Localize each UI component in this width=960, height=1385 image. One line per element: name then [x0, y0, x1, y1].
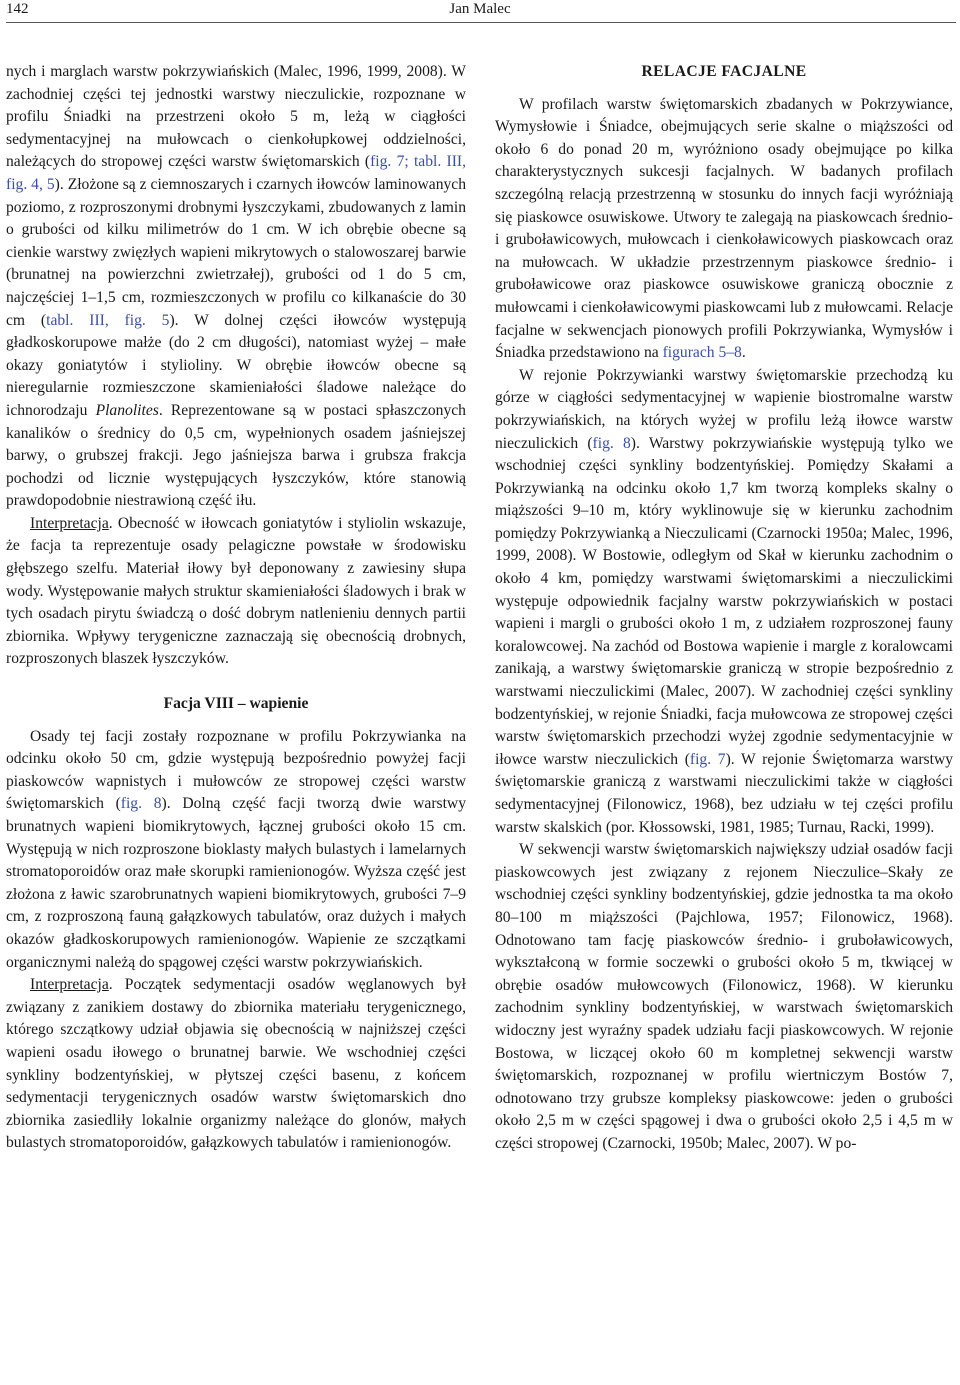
- left-column: [6, 61, 466, 1155]
- text-run: . Początek sedymentacji osadów węglanowych był związany z zanikiem dostawy do zbiornika materiału terygenicznego, którego szczątkowy udział objawia się obecnością w najniższej części wapieni osadu iłowego o brunatnej barwie. We wschodniej części synkliny bodzentyńskiej, w płytszej części basenu, z końcem sedymentacji terygenicznych osadów warstw świętomarskich dno zbiornika zasiedliły lokalnie organizmy należące do glonów, małych bulastych stromatoporoidów, gałązkowych tabulatów i ramienionogów.: [6, 976, 466, 1152]
- figure-reference-link[interactable]: fig. 8: [592, 434, 631, 452]
- text-run: . Obecność w iłowcach goniatytów i styliolin wskazuje, że facja ta reprezentuje osady pelagiczne powstałe w środowisku głębszego szelfu. Materiał iłowy był deponowany z zawiesiny słupa wody. Występowanie małych struktur skamieniałości śladowych i brak w tych osadach pirytu świadczą o dość dobrym natlenieniu dennych partii zbiornika. Wpływy terygeniczne zaznaczają się obecnością drobnych, rozproszonych blaszek łyszczyków.: [6, 514, 466, 668]
- taxon-name: Planolites: [95, 401, 159, 419]
- paragraph-facja-viii: [6, 726, 466, 975]
- section-heading-facja-viii: Facja VIII – wapienie: [163, 695, 309, 713]
- figure-reference-link[interactable]: fig. 7: [689, 750, 726, 768]
- running-author: Jan Malec: [449, 1, 511, 17]
- spacer: [6, 716, 466, 726]
- section-heading-relacje: RELACJE FACJALNE: [641, 63, 807, 80]
- text-run: ). Złożone są z ciemnoszarych i czarnych iłowców laminowanych poziomo, z rozproszonymi drobnymi łyszczykami, zbudowanych z lamin o grubości od kilku milimetrów do 1 cm. W ich obrębie obecne są cienkie warstwy zwięzłych wapieni mikrytowych o stalowoszarej barwie (brunatnej na powierzchni zwietrzałej), grubości od 1 do 5 cm, najczęściej 1–1,5 cm, rozmieszczonych w profilu co kilkanaście do 30 cm (: [6, 175, 467, 329]
- text-run: ). Warstwy pokrzywiańskie występują tylko we wschodniej części synkliny bodzentyńskiej. Pomiędzy Skałami a Pokrzywianką na odcinku około 1,7 km tworzą kompleks skalny o miąższości 9–10 m, który wyklinowuje się w kierunku zachodnim pomiędzy Pokrzywianką a Nieczulicami (Czarnocki 1950a; Malec, 1996, 1999, 2008). W Bostowie, odległym od Skał w kierunku zachodnim o około 4 km, pomiędzy warstwami świętomarskimi a nieczulickimi występuje odpowiednik facjalny warstw pokrzywiańskich w postaci wapieni i margli o grubości około 1 m, z udziałem rozproszonej fauny koralowcowej. Na zachód od Bostowa wapienie i margle z koralowcami zanikają, a warstwy świętomarskie graniczą w stropie bezpośrednio z warstwami nieczulickimi (Malec, 2007). W zachodniej części synkliny bodzentyńskiej, w rejonie Śniadki, facja mułowcowa ze stropowej części warstw świętomarskich przechodzi wyżej zgodnie sedymentacyjnie w iłowce warstw nieczulickich (: [495, 434, 953, 768]
- text-run: ). Dolną część facji tworzą dwie warstwy brunatnych wapieni biomikrytowych, łącznej grubości około 15 cm. Występują w nich rozproszone bioklasty małych bulastych i lamelarnych stromatoporoidów oraz małe skorupki ramienionogów. Wyższa część jest złożona z ławic szarobrunatnych wapieni biomikrytowych, grubości 7–9 cm, z rozproszoną fauną gałązkowych tabulatów, oraz dużych i małych okazów gładkoskorupowych ramienionogów. Wapienie ze szczątkami organicznymi należą do spągowej części warstw pokrzywiańskich.: [6, 795, 466, 971]
- paragraph-relacje-1: [495, 94, 953, 365]
- paragraph-relacje-2: [495, 365, 953, 839]
- running-header: [0, 0, 960, 22]
- figure-reference-link[interactable]: tabl. III, fig. 5: [46, 311, 170, 329]
- text-run: W rejonie Pokrzywianki warstwy świętomarskie przechodzą ku górze w ciągłości sedymentacyjnej w wapienie biostromalne warstw pokrzywiańskich, na których wyżej w profilu leżą iłowce warstw nieczulickich (: [495, 366, 953, 452]
- figure-reference-link[interactable]: fig. 8: [120, 795, 162, 813]
- text-run: Osady tej facji zostały rozpoznane w profilu Pokrzywianka na odcinku około 50 cm, gdzie występują bezpośrednio powyżej facji piaskowców wapnistych i mułowców ze stropowej części warstw świętomarskich (: [6, 727, 466, 813]
- paragraph-nieczulickie: [6, 61, 466, 513]
- header-rule: [6, 22, 956, 23]
- figure-reference-link[interactable]: fig. 7; tabl. III, fig. 4, 5: [6, 153, 466, 193]
- spacer: [495, 84, 953, 94]
- figure-reference-link[interactable]: figurach 5–8: [662, 344, 742, 362]
- spacer: [6, 671, 466, 693]
- interpretation-label: Interpretacja: [30, 514, 109, 532]
- text-run: nych i marglach warstw pokrzywiańskich (Malec, 1996, 1999, 2008). W zachodniej części tej jednostki warstwy nieczulickie, rozpoznane w profilu Śniadki na przestrzeni około 5 m, leżą w ciągłości sedymentacyjnej na mułowcach o cienkołupkowej oddzielności, należących do stropowej części warstw świętomarskich (: [6, 63, 466, 171]
- paragraph-interpretation-1: [6, 513, 466, 671]
- text-run: W profilach warstw świętomarskich zbadanych w Pokrzywiance, Wymysłowie i Śniadce, obejmujących serie skalne o miąższości od około 6 do ponad 20 m, wyróżniono osady obejmujące po kilka charakterystycznych sukcesji facjalnych. W badanych profilach szczególną relacją przestrzenną w stosunku do innych facji wyróżniają się piaskowce osuwiskowe. Utwory te zalegają na piaskowcach średnio- i gruboławicowych, mułowcach i cienkoławicowych piaskowcach oraz na mułowcach. W układzie przestrzennym piaskowce średnio- i gruboławicowe oraz piaskowce osuwiskowe graniczą obocznie z mułowcami i cienkoławicowymi piaskowcami lub z mułowcami. Relacje facjalne w sekwencjach pionowych profili Pokrzywianka, Wymysłów i Śniadka przedstawiono na: [495, 95, 953, 362]
- text-run: . Reprezentowane są w postaci spłaszczonych kanalików o średnicy do 0,5 cm, wypełnionych osadem jaśniejszej barwy, o grubszej frakcji. Jego jaśniejsza barwa i grubsza frakcja pochodzi od licznie występujących łyszczyków, które stanowią prawdopodobnie niestrawioną część iłu.: [6, 401, 466, 510]
- page-number: 142: [6, 1, 29, 17]
- paragraph-relacje-3: W sekwencji warstw świętomarskich największy udział osadów facji piaskowcowych jest związany z rejonem Nieczulice–Skały ze wschodniej części synkliny bodzentyńskiej, gdzie jednostka ta ma około 80–100 m miąższości (Pajchlowa, 1957; Filonowicz, 1968). Odnotowano tam fację piaskowców średnio- i gruboławicowych, wykształconą w formie soczewki o grubości około 5 m, tkwiącej w obrębie osadów mułowcowych (Filonowicz, 1968). W kierunku zachodnim synkliny bodzentyńskiej, w warstwach świętomarskich widoczny jest wyraźny spadek udziału facji piaskowcowych. W rejonie Bostowa, w liczącej około 60 m kompletnej sekwencji warstw świętomarskich, rozpoznanej w profilu wiertniczym Bostów 7, odnotowano trzy grubsze kompleksy piaskowcowe: jeden o grubości około 2,5 m w części spągowej i dwa o grubości około 2,5 i 4,5 m w części stropowej (Czarnocki, 1950b; Malec, 2007). W po-: [495, 841, 953, 1152]
- right-column: [495, 61, 953, 1156]
- text-run: ). W dolnej części iłowców występują gładkoskorupowe małże (do 2 cm długości), natomiast wyżej – małe okazy goniatytów i stylioliny. W obrębie iłowców obecne są nieregularnie rozmieszczone skamieniałości śladowe należące do ichnorodzaju: [6, 311, 466, 419]
- paragraph-interpretation-2: [6, 974, 466, 1155]
- text-run: .: [741, 344, 746, 362]
- text-run: ). W rejonie Świętomarza warstwy świętomarskie graniczą z warstwami nieczulickimi także w ciągłości sedymentacyjnej (Filonowicz, 1968), bez udziału w tej części profilu warstw skalskich (por. Kłossowski, 1981, 1985; Turnau, Racki, 1999).: [495, 750, 954, 836]
- interpretation-label: Interpretacja: [30, 976, 109, 994]
